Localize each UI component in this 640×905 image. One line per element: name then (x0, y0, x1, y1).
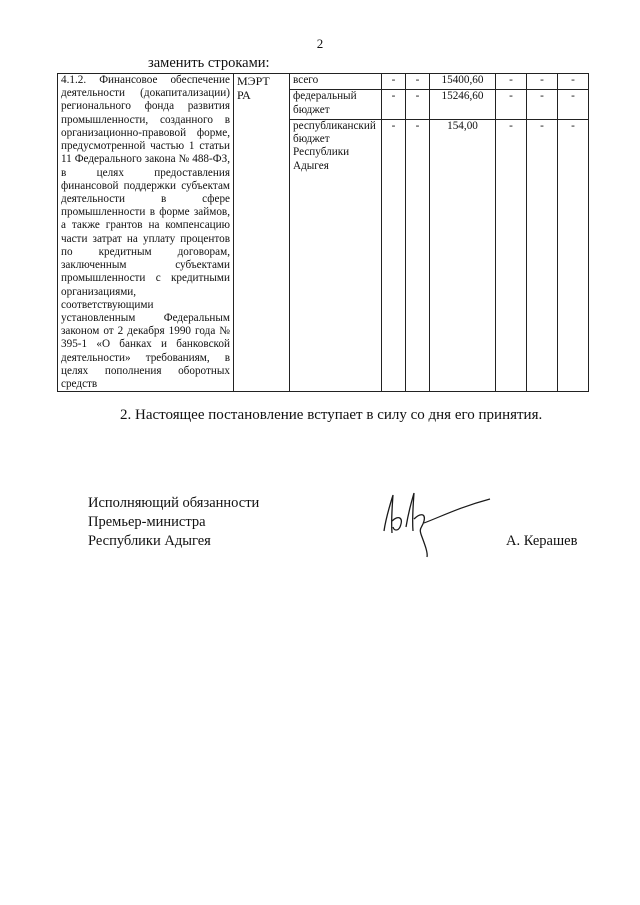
executor-cell: МЭРТ РА (234, 74, 290, 392)
source-cell: республиканский бюджет Республики Адыгея (290, 119, 382, 391)
amount-cell: 15400,60 (430, 74, 496, 90)
item-description: 4.1.2. Финансовое обеспечение деятельности (докапитализации) регионального фонда развития промышленности, созданного в организационно-правовой форме, предусмотренной частью 1 статьи 11 Федерального закона № 488-ФЗ, в целях предоставления финансовой поддержки субъектам деятельности в сфере промышленности в форме займов, а также грантов на компенсацию части затрат на уплату процентов по кредитным договорам, заключенным субъектами промышленности с кредитными организациями, соответствующими установленным Федеральным законом от 2 декабря 1990 года № 395-1 «О банках и банковской деятельности» требованиям, в целях пополнения оборотных средств (58, 74, 234, 392)
value-cell: - (382, 119, 406, 391)
value-cell: - (558, 74, 589, 90)
value-cell: - (406, 74, 430, 90)
source-cell: федеральный бюджет (290, 90, 382, 120)
signer-position-line: Республики Адыгея (88, 533, 211, 549)
value-cell: - (382, 74, 406, 90)
effective-date-clause: 2. Настоящее постановление вступает в силу со дня его принятия. (120, 407, 543, 423)
value-cell: - (406, 119, 430, 391)
signer-position (88, 494, 259, 551)
replace-heading: заменить строками: (148, 55, 270, 71)
amount-cell: 154,00 (430, 119, 496, 391)
value-cell: - (496, 90, 527, 120)
value-cell: - (382, 90, 406, 120)
signer-position-line: Премьер-министра (88, 514, 206, 530)
value-cell: - (527, 74, 558, 90)
budget-table (57, 73, 589, 392)
value-cell: - (406, 90, 430, 120)
value-cell: - (527, 90, 558, 120)
value-cell: - (496, 119, 527, 391)
handwritten-signature (378, 487, 498, 559)
amount-cell: 15246,60 (430, 90, 496, 120)
source-cell: всего (290, 74, 382, 90)
value-cell: - (496, 74, 527, 90)
value-cell: - (558, 90, 589, 120)
value-cell: - (558, 119, 589, 391)
page-number: 2 (316, 36, 324, 51)
value-cell: - (527, 119, 558, 391)
signer-position-line: Исполняющий обязанности (88, 495, 260, 511)
table-row (58, 74, 589, 90)
signer-name: А. Керашев (506, 533, 578, 549)
